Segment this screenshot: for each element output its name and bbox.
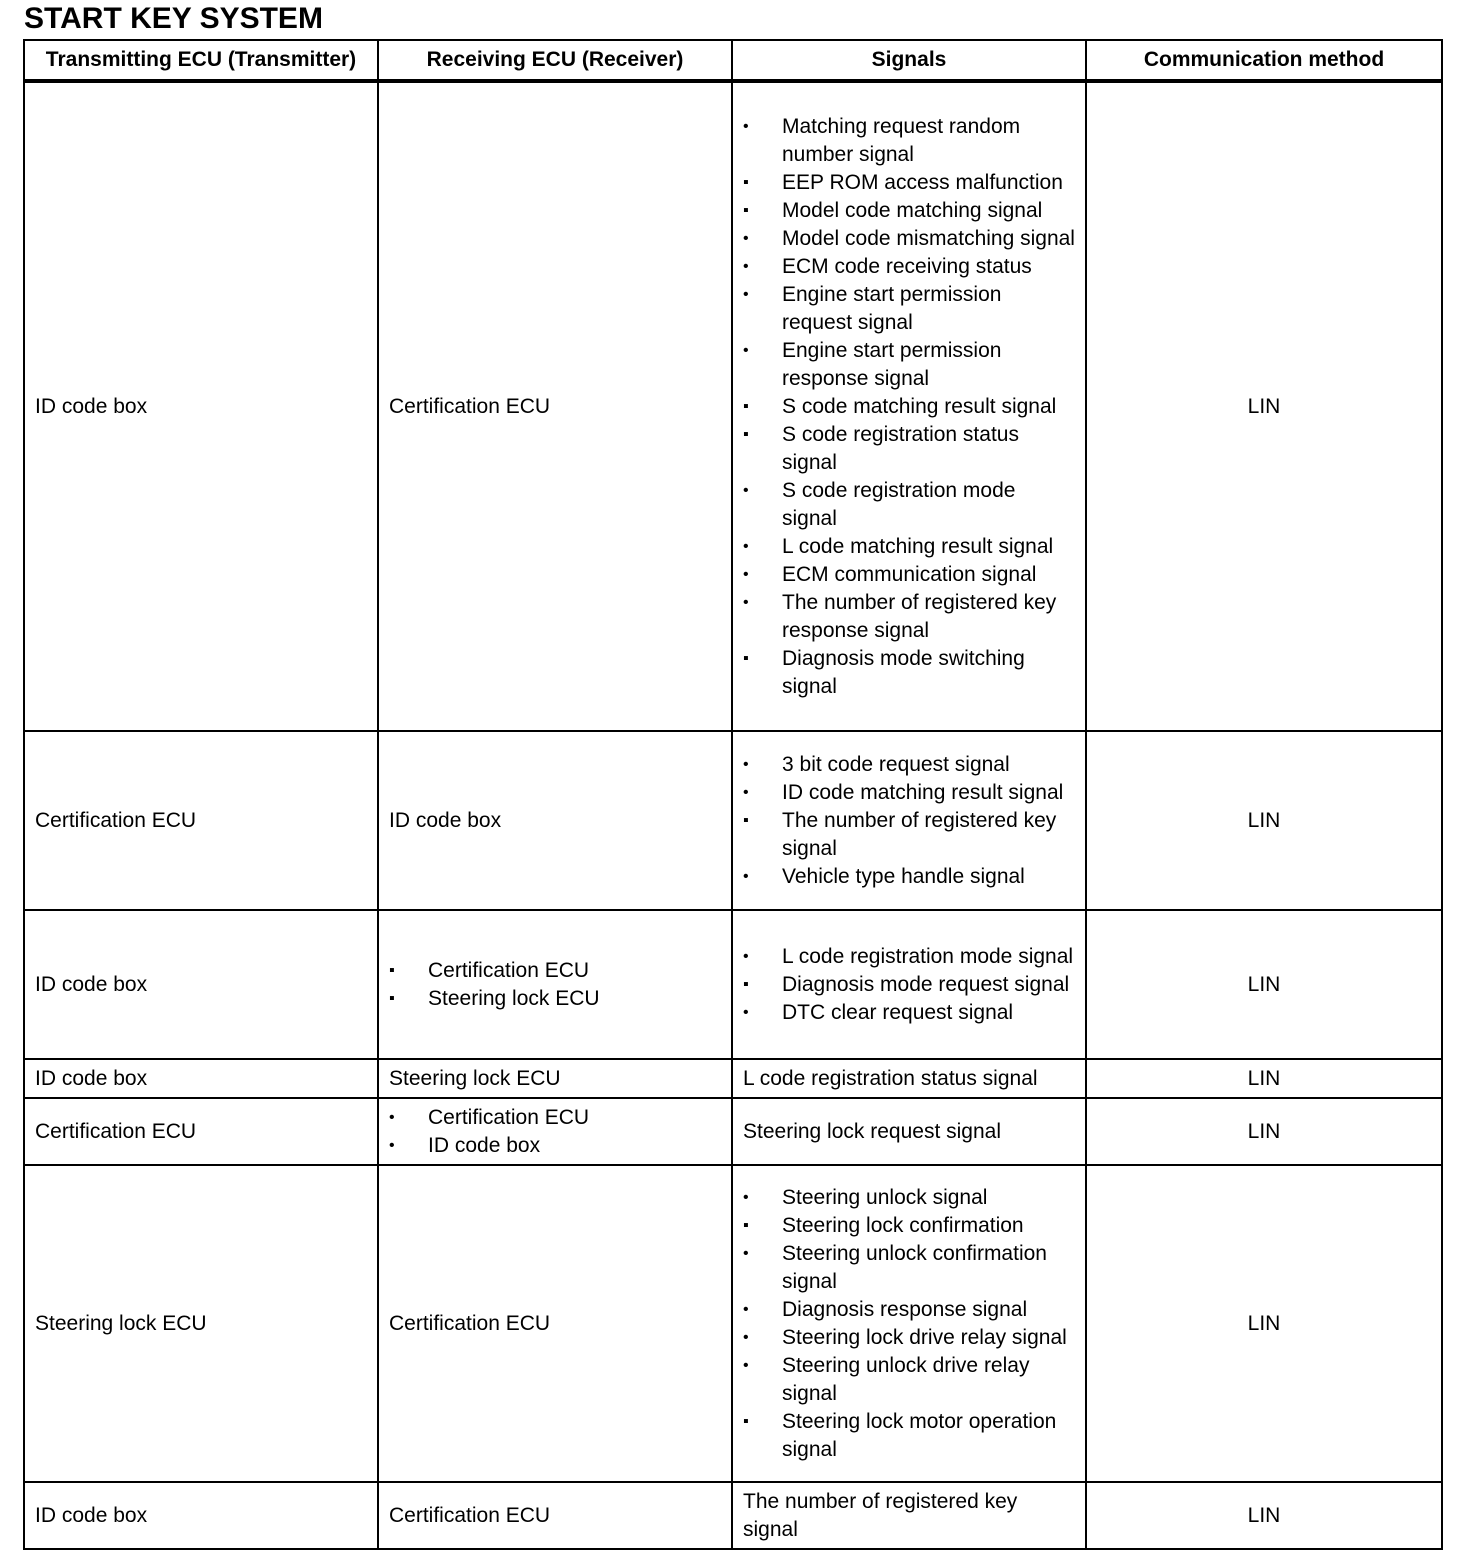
list-item — [743, 393, 1075, 421]
bullet-icon: ▪ — [389, 989, 395, 1007]
cell-receiver — [378, 1098, 732, 1165]
cell-transmitter: ID code box — [24, 1482, 378, 1549]
cell-transmitter: ID code box — [24, 1059, 378, 1098]
list-item — [743, 1184, 1075, 1212]
cell-transmitter: Certification ECU — [24, 1098, 378, 1165]
header-signals: Signals — [732, 40, 1086, 81]
bullet-icon: • — [743, 565, 749, 583]
table-row — [24, 1165, 1442, 1482]
bullet-icon: • — [743, 1356, 749, 1374]
bullet-icon: • — [743, 229, 749, 247]
page-title: START KEY SYSTEM — [24, 2, 323, 35]
list-item-text: S code registration mode signal — [782, 478, 1016, 530]
bullet-icon: • — [389, 1108, 395, 1126]
bullet-icon: ▪ — [743, 1412, 749, 1430]
list-item — [743, 1324, 1075, 1352]
list-item — [389, 985, 721, 1013]
list-item-text: Diagnosis mode request signal — [782, 972, 1070, 996]
bullet-icon: • — [743, 1003, 749, 1021]
cell-signals: The number of registered key signal — [732, 1482, 1086, 1549]
cell-receiver: Certification ECU — [378, 81, 732, 731]
list-item — [389, 1132, 721, 1160]
cell-signals: L code registration status signal — [732, 1059, 1086, 1098]
cell-method: LIN — [1086, 81, 1442, 731]
bullet-icon: • — [743, 1300, 749, 1318]
bullet-icon: ▪ — [743, 397, 749, 415]
list-item-text: Diagnosis mode switching signal — [782, 646, 1025, 698]
list-item-text: L code matching result signal — [782, 534, 1054, 558]
receiver-list — [389, 957, 721, 1013]
table-row — [24, 910, 1442, 1059]
list-item — [743, 197, 1075, 225]
list-item-text: Model code matching signal — [782, 198, 1043, 222]
list-item — [743, 971, 1075, 999]
list-item — [743, 477, 1075, 533]
bullet-icon: ▪ — [743, 811, 749, 829]
cell-method: LIN — [1086, 731, 1442, 910]
list-item-text: ECM communication signal — [782, 562, 1037, 586]
bullet-icon: ▪ — [743, 425, 749, 443]
list-item-text: Steering unlock signal — [782, 1185, 988, 1209]
list-item-text: 3 bit code request signal — [782, 752, 1010, 776]
signal-list — [743, 1184, 1075, 1464]
list-item-text: ID code matching result signal — [782, 780, 1064, 804]
list-item — [743, 1352, 1075, 1408]
list-item-text: Steering lock ECU — [428, 986, 600, 1010]
table-row — [24, 731, 1442, 910]
table-row — [24, 1059, 1442, 1098]
cell-receiver: ID code box — [378, 731, 732, 910]
bullet-icon: ▪ — [743, 1216, 749, 1234]
bullet-icon: • — [743, 783, 749, 801]
cell-method: LIN — [1086, 1059, 1442, 1098]
table-row — [24, 1482, 1442, 1549]
table-header — [24, 40, 1442, 81]
list-item-text: Certification ECU — [428, 958, 590, 982]
list-item — [743, 281, 1075, 337]
cell-signals — [732, 731, 1086, 910]
cell-signals — [732, 910, 1086, 1059]
bullet-icon: ▪ — [743, 649, 749, 667]
cell-method: LIN — [1086, 1482, 1442, 1549]
list-item-text: Steering lock confirmation — [782, 1213, 1024, 1237]
list-item-text: Steering lock motor operation signal — [782, 1409, 1057, 1461]
list-item — [743, 1296, 1075, 1324]
list-item — [743, 337, 1075, 393]
list-item — [743, 421, 1075, 477]
bullet-icon: • — [743, 257, 749, 275]
list-item — [743, 645, 1075, 701]
bullet-icon: • — [743, 537, 749, 555]
bullet-icon: • — [743, 481, 749, 499]
list-item-text: Engine start permission request signal — [782, 282, 1002, 334]
list-item — [743, 751, 1075, 779]
cell-method: LIN — [1086, 1165, 1442, 1482]
bullet-icon: ▪ — [743, 201, 749, 219]
bullet-icon: ▪ — [743, 975, 749, 993]
bullet-icon: • — [743, 1188, 749, 1206]
list-item — [743, 589, 1075, 645]
cell-signals — [732, 1165, 1086, 1482]
bullet-icon: • — [743, 1244, 749, 1262]
cell-method: LIN — [1086, 1098, 1442, 1165]
list-item — [743, 253, 1075, 281]
list-item — [743, 1240, 1075, 1296]
list-item-text: Model code mismatching signal — [782, 226, 1075, 250]
bullet-icon: • — [743, 285, 749, 303]
list-item — [743, 533, 1075, 561]
list-item — [743, 807, 1075, 863]
list-item — [743, 225, 1075, 253]
list-item — [743, 999, 1075, 1027]
list-item-text: L code registration mode signal — [782, 944, 1074, 968]
cell-transmitter: Steering lock ECU — [24, 1165, 378, 1482]
bullet-icon: • — [743, 947, 749, 965]
cell-receiver: Certification ECU — [378, 1165, 732, 1482]
bullet-icon: • — [743, 1328, 749, 1346]
list-item-text: S code matching result signal — [782, 394, 1057, 418]
cell-method: LIN — [1086, 910, 1442, 1059]
list-item — [389, 957, 721, 985]
list-item-text: Certification ECU — [428, 1105, 590, 1129]
table-row — [24, 81, 1442, 731]
cell-transmitter: Certification ECU — [24, 731, 378, 910]
bullet-icon: ▪ — [743, 173, 749, 191]
bullet-icon: • — [389, 1136, 395, 1154]
signal-list — [743, 751, 1075, 891]
list-item-text: DTC clear request signal — [782, 1000, 1014, 1024]
list-item-text: The number of registered key signal — [782, 808, 1057, 860]
bullet-icon: • — [743, 593, 749, 611]
list-item-text: Steering unlock drive relay signal — [782, 1353, 1030, 1405]
list-item — [743, 169, 1075, 197]
cell-transmitter: ID code box — [24, 910, 378, 1059]
list-item-text: Engine start permission response signal — [782, 338, 1002, 390]
list-item-text: Steering unlock confirmation signal — [782, 1241, 1047, 1293]
list-item-text: ECM code receiving status — [782, 254, 1032, 278]
bullet-icon: • — [743, 755, 749, 773]
header-method: Communication method — [1086, 40, 1442, 81]
list-item — [743, 779, 1075, 807]
table-row — [24, 1098, 1442, 1165]
signal-list — [743, 113, 1075, 701]
cell-signals: Steering lock request signal — [732, 1098, 1086, 1165]
list-item-text: Steering lock drive relay signal — [782, 1325, 1067, 1349]
receiver-list — [389, 1104, 721, 1160]
cell-receiver: Steering lock ECU — [378, 1059, 732, 1098]
list-item — [389, 1104, 721, 1132]
list-item — [743, 1212, 1075, 1240]
list-item-text: S code registration status signal — [782, 422, 1019, 474]
bullet-icon: ▪ — [389, 961, 395, 979]
list-item-text: The number of registered key response signal — [782, 590, 1057, 642]
list-item — [743, 1408, 1075, 1464]
table-body — [24, 81, 1442, 1549]
list-item — [743, 943, 1075, 971]
cell-receiver: Certification ECU — [378, 1482, 732, 1549]
list-item — [743, 561, 1075, 589]
list-item-text: Matching request random number signal — [782, 114, 1021, 166]
list-item — [743, 113, 1075, 169]
header-receiver: Receiving ECU (Receiver) — [378, 40, 732, 81]
bullet-icon: • — [743, 341, 749, 359]
list-item-text: Diagnosis response signal — [782, 1297, 1028, 1321]
cell-signals — [732, 81, 1086, 731]
bullet-icon: • — [743, 117, 749, 135]
cell-receiver — [378, 910, 732, 1059]
list-item-text: EEP ROM access malfunction — [782, 170, 1063, 194]
bullet-icon: • — [743, 867, 749, 885]
list-item — [743, 863, 1075, 891]
header-row — [24, 40, 1442, 81]
list-item-text: Vehicle type handle signal — [782, 864, 1025, 888]
signal-list — [743, 943, 1075, 1027]
header-transmitter: Transmitting ECU (Transmitter) — [24, 40, 378, 81]
communication-table — [23, 39, 1443, 1550]
cell-transmitter: ID code box — [24, 81, 378, 731]
list-item-text: ID code box — [428, 1133, 541, 1157]
